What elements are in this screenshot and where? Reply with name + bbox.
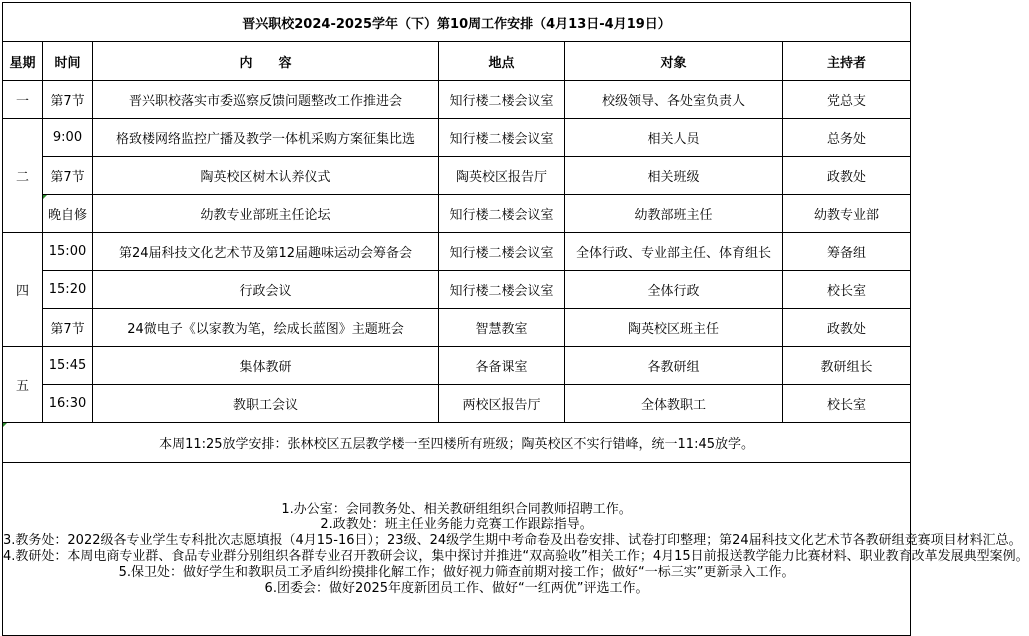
- department-notes: [3, 463, 1029, 636]
- weekday-cell: 五: [3, 347, 43, 423]
- target-cell: 全体教职工: [565, 385, 783, 423]
- place-cell: 知行楼二楼会议室: [439, 81, 565, 119]
- time-cell: 15:45: [43, 347, 93, 385]
- content-cell: 集体教研: [93, 347, 439, 385]
- place-cell: 各备课室: [439, 347, 565, 385]
- place-cell: 陶英校区报告厅: [439, 157, 565, 195]
- table-row: [3, 119, 911, 157]
- header-row: [3, 42, 911, 81]
- page-title: 晋兴职校2024-2025学年（下）第10周工作安排（4月13日-4月19日）: [3, 3, 911, 42]
- place-cell: 知行楼二楼会议室: [439, 119, 565, 157]
- table-row: [3, 81, 911, 119]
- host-cell: 政教处: [783, 309, 911, 347]
- table-row: [3, 347, 911, 385]
- content-cell: 陶英校区树木认养仪式: [93, 157, 439, 195]
- table-row: [3, 157, 911, 195]
- time-cell: 15:20: [43, 271, 93, 309]
- table-row: [3, 271, 911, 309]
- time-cell: 第7节: [43, 81, 93, 119]
- note-item: 4.教研处：本周电商专业群、食品专业群分别组织各群专业召开教研会议，集中探讨并推进“双高验收”相关工作；4月15日前报送教学能力比赛材料、职业教育改革发展典型案例。: [3, 549, 1029, 564]
- host-cell: 党总支: [783, 81, 911, 119]
- host-cell: 校长室: [783, 271, 911, 309]
- host-cell: 教研组长: [783, 347, 911, 385]
- header-place: 地点: [439, 42, 565, 81]
- content-cell: 行政会议: [93, 271, 439, 309]
- host-cell: 政教处: [783, 157, 911, 195]
- content-cell: 晋兴职校落实市委巡察反馈问题整改工作推进会: [93, 81, 439, 119]
- weekday-cell: 二: [3, 119, 43, 233]
- time-cell: 晚自修: [43, 195, 93, 233]
- weekday-cell: 一: [3, 81, 43, 119]
- content-cell: 24微电子《以家教为笔，绘成长蓝图》主题班会: [93, 309, 439, 347]
- target-cell: 陶英校区班主任: [565, 309, 783, 347]
- header-weekday: 星期: [3, 42, 43, 81]
- host-cell: 校长室: [783, 385, 911, 423]
- note-item: 6.团委会：做好2025年度新团员工作、做好“一红两优”评选工作。: [264, 580, 649, 596]
- header-content: 内 容: [93, 42, 439, 81]
- place-cell: 知行楼二楼会议室: [439, 195, 565, 233]
- header-time: 时间: [43, 42, 93, 81]
- note-item: 3.教务处：2022级各专业学生专科批次志愿填报（4月15-16日）；23级、24级学生期中考命卷及出卷安排、试卷打印整理；第24届科技文化艺术节各教研组竞赛项目材料汇总。: [3, 533, 1022, 549]
- schedule-table: [2, 2, 1029, 636]
- place-cell: 智慧教室: [439, 309, 565, 347]
- time-cell: 16:30: [43, 385, 93, 423]
- target-cell: 各教研组: [565, 347, 783, 385]
- weekday-cell: 四: [3, 233, 43, 347]
- host-cell: 筹备组: [783, 233, 911, 271]
- note-item: 1.办公室：会同教务处、相关教研组组织合同教师招聘工作。: [281, 501, 632, 517]
- table-row: [3, 309, 911, 347]
- target-cell: 全体行政、专业部主任、体育组长: [565, 233, 783, 271]
- header-target: 对象: [565, 42, 783, 81]
- place-cell: 两校区报告厅: [439, 385, 565, 423]
- content-cell: 教职工会议: [93, 385, 439, 423]
- time-cell: 第7节: [43, 157, 93, 195]
- time-cell: 第7节: [43, 309, 93, 347]
- table-row: [3, 385, 911, 423]
- target-cell: 幼教部班主任: [565, 195, 783, 233]
- host-cell: 幼教专业部: [783, 195, 911, 233]
- place-cell: 知行楼二楼会议室: [439, 233, 565, 271]
- target-cell: 全体行政: [565, 271, 783, 309]
- note-item: 5.保卫处：做好学生和教职员工矛盾纠纷摸排化解工作；做好视力筛查前期对接工作；做好“一标三实”更新录入工作。: [118, 564, 795, 580]
- note-item: 2.政教处：班主任业务能力竞赛工作跟踪指导。: [320, 517, 593, 533]
- time-cell: 9:00: [43, 119, 93, 157]
- place-cell: 知行楼二楼会议室: [439, 271, 565, 309]
- target-cell: 相关班级: [565, 157, 783, 195]
- target-cell: 相关人员: [565, 119, 783, 157]
- table-row: [3, 195, 911, 233]
- host-cell: 总务处: [783, 119, 911, 157]
- target-cell: 校级领导、各处室负责人: [565, 81, 783, 119]
- dismissal-notice: 本周11:25放学安排：张林校区五层教学楼一至四楼所有班级；陶英校区不实行错峰，统一11:45放学。: [3, 423, 911, 463]
- content-cell: 第24届科技文化艺术节及第12届趣味运动会筹备会: [93, 233, 439, 271]
- content-cell: 幼教专业部班主任论坛: [93, 195, 439, 233]
- header-host: 主持者: [783, 42, 911, 81]
- time-cell: 15:00: [43, 233, 93, 271]
- table-row: [3, 233, 911, 271]
- content-cell: 格致楼网络监控广播及教学一体机采购方案征集比选: [93, 119, 439, 157]
